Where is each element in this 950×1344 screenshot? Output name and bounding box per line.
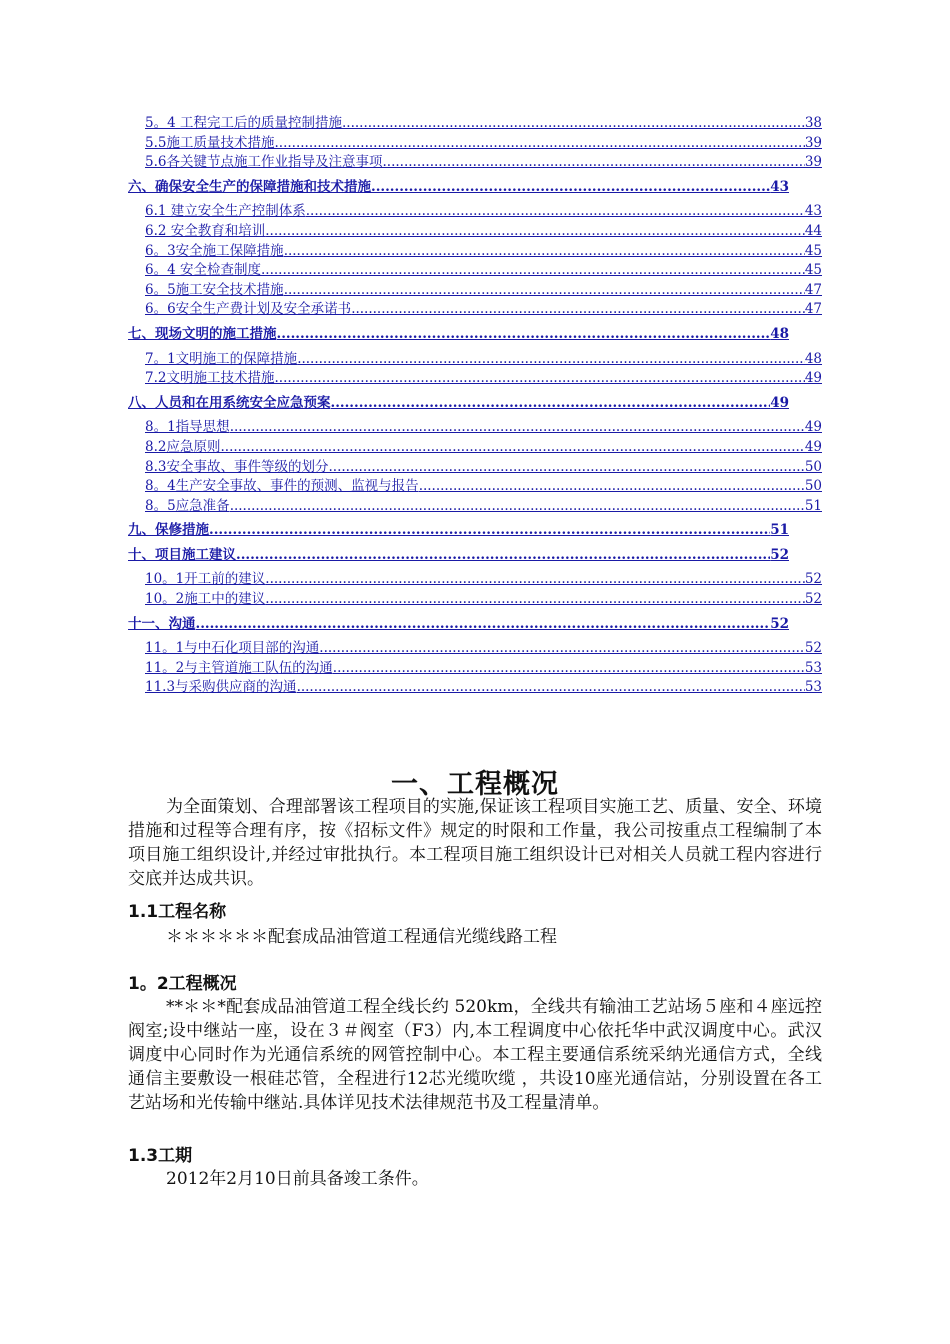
toc-page-number: 52 — [770, 546, 789, 563]
toc-section-link[interactable] — [145, 477, 822, 497]
toc-chapter-link[interactable] — [128, 325, 789, 345]
toc-dot-leader — [230, 418, 805, 438]
chapter-title: 一、工程概况 — [391, 769, 559, 801]
toc-entry-title: 7.2文明施工技术措施 — [145, 370, 275, 387]
toc-page-number: 39 — [804, 154, 822, 171]
toc-entry-title: 6。4 安全检查制度 — [145, 262, 261, 279]
toc-dot-leader — [230, 497, 805, 517]
toc-page-number: 50 — [804, 458, 822, 475]
toc-entry-title: 十一、沟通 — [128, 615, 196, 632]
section-heading-project-name: 1.1工程名称 — [128, 902, 227, 922]
toc-page-number: 43 — [804, 203, 822, 220]
toc-page-number: 51 — [804, 497, 822, 514]
toc-dot-leader — [220, 438, 804, 458]
toc-section-link[interactable] — [145, 134, 822, 154]
toc-page-number: 45 — [804, 262, 822, 279]
toc-page-number: 48 — [804, 350, 822, 367]
toc-entry-title: 8。5应急准备 — [145, 497, 230, 514]
toc-dot-leader — [265, 570, 805, 590]
toc-entry-title: 六、确保安全生产的保障措施和技术措施 — [128, 178, 371, 195]
section-heading-overview: 1。2工程概况 — [128, 974, 237, 994]
toc-dot-leader — [277, 325, 771, 345]
toc-chapter-link[interactable] — [128, 546, 789, 566]
toc-section-link[interactable] — [145, 242, 822, 262]
toc-page-number: 51 — [770, 522, 789, 539]
toc-entry-title: 8.3安全事故、事件等级的划分 — [145, 458, 329, 475]
toc-page-number: 48 — [770, 325, 789, 342]
toc-section-link[interactable] — [145, 202, 822, 222]
toc-dot-leader — [419, 477, 805, 497]
toc-dot-leader — [274, 369, 804, 389]
toc-dot-leader — [284, 242, 805, 262]
toc-section-link[interactable] — [145, 418, 822, 438]
toc-dot-leader — [371, 178, 770, 198]
toc-entry-title: 11。1与中石化项目部的沟通 — [145, 640, 320, 657]
toc-entry-title: 11。2与主管道施工队伍的沟通 — [145, 659, 333, 676]
toc-dot-leader — [297, 678, 805, 698]
toc-chapter-link[interactable] — [128, 394, 789, 414]
toc-entry-title: 10。2施工中的建议 — [145, 591, 266, 608]
toc-chapter-link[interactable] — [128, 615, 789, 635]
toc-section-link[interactable] — [145, 659, 822, 679]
toc-section-link[interactable] — [145, 261, 822, 281]
toc-section-link[interactable] — [145, 281, 822, 301]
section-heading-schedule: 1.3工期 — [128, 1146, 193, 1166]
toc-page-number: 50 — [804, 478, 822, 495]
toc-entry-title: 九、保修措施 — [128, 522, 209, 539]
toc-page-number: 52 — [770, 615, 789, 632]
toc-dot-leader — [265, 590, 805, 610]
toc-dot-leader — [236, 546, 770, 566]
toc-page-number: 49 — [770, 394, 789, 411]
toc-section-link[interactable] — [145, 570, 822, 590]
toc-page-number: 49 — [804, 370, 822, 387]
toc-section-link[interactable] — [145, 350, 822, 370]
toc-dot-leader — [196, 615, 771, 635]
toc-dot-leader — [333, 659, 805, 679]
toc-page-number: 43 — [770, 178, 789, 195]
toc-section-link[interactable] — [145, 300, 822, 320]
toc-page-number: 53 — [804, 679, 822, 696]
toc-page-number: 52 — [804, 640, 822, 657]
toc-dot-leader — [274, 134, 804, 154]
table-of-contents — [128, 114, 828, 698]
toc-entry-title: 8.2应急原则 — [145, 438, 221, 455]
toc-dot-leader — [382, 153, 804, 173]
toc-page-number: 49 — [804, 438, 822, 455]
toc-entry-title: 6。6安全生产费计划及安全承诺书 — [145, 301, 352, 318]
toc-entry-title: 6.1 建立安全生产控制体系 — [145, 203, 306, 220]
toc-dot-leader — [209, 521, 770, 541]
toc-page-number: 47 — [804, 301, 822, 318]
toc-entry-title: 十、项目施工建议 — [128, 546, 236, 563]
toc-dot-leader — [328, 458, 804, 478]
toc-dot-leader — [261, 261, 805, 281]
toc-page-number: 52 — [804, 571, 822, 588]
toc-entry-title: 八、人员和在用系统安全应急预案 — [128, 394, 331, 411]
toc-page-number: 44 — [804, 222, 822, 239]
toc-entry-title: 6.2 安全教育和培训 — [145, 222, 266, 239]
toc-section-link[interactable] — [145, 438, 822, 458]
toc-entry-title: 七、现场文明的施工措施 — [128, 325, 277, 342]
toc-entry-title: 6。3安全施工保障措施 — [145, 242, 284, 259]
toc-section-link[interactable] — [145, 678, 822, 698]
toc-entry-title: 5.6各关键节点施工作业指导及注意事项 — [145, 154, 383, 171]
toc-section-link[interactable] — [145, 639, 822, 659]
toc-dot-leader — [319, 639, 805, 659]
section-body-overview: **＊＊*配套成品油管道工程全线长约 520km，全线共有输油工艺站场５座和４座远控阀室;设中继站一座，设在３＃阀室（F3）内,本工程调度中心依托华中武汉调度中心。武汉调度中心同时作为光通信系统的网管控制中心。本工程主要通信系统采纳光通信方式，全线通信主要敷设一根硅芯管，全程进行12芯光缆吹缆 ，共设10座光通信站，分别设置在各工艺站场和光传输中继站.具体详见技术法律规范书及工程量清单。 — [128, 997, 822, 1113]
toc-section-link[interactable] — [145, 114, 822, 134]
toc-section-link[interactable] — [145, 369, 822, 389]
toc-section-link[interactable] — [145, 458, 822, 478]
toc-page-number: 49 — [804, 419, 822, 436]
toc-entry-title: 7。1文明施工的保障措施 — [145, 350, 298, 367]
toc-chapter-link[interactable] — [128, 178, 789, 198]
toc-page-number: 53 — [804, 659, 822, 676]
toc-dot-leader — [351, 300, 805, 320]
toc-section-link[interactable] — [145, 222, 822, 242]
toc-page-number: 52 — [804, 591, 822, 608]
toc-page-number: 38 — [804, 115, 822, 131]
toc-chapter-link[interactable] — [128, 521, 789, 541]
toc-entry-title: 8。1指导思想 — [145, 419, 230, 436]
toc-page-number: 45 — [804, 242, 822, 259]
toc-entry-title: 6。5施工安全技术措施 — [145, 281, 284, 298]
toc-entry-title: 8。4生产安全事故、事件的预测、监视与报告 — [145, 478, 419, 495]
toc-page-number: 47 — [804, 281, 822, 298]
toc-section-link[interactable] — [145, 153, 822, 173]
toc-dot-leader — [306, 202, 805, 222]
section-body-project-name: ＊＊＊＊＊＊配套成品油管道工程通信光缆线路工程 — [166, 927, 557, 947]
toc-dot-leader — [284, 281, 805, 301]
toc-dot-leader — [342, 114, 805, 134]
section-body-schedule: 2012年2月10日前具备竣工条件。 — [166, 1169, 429, 1189]
toc-entry-title: 10。1开工前的建议 — [145, 571, 266, 588]
toc-entry-title: 5。4 工程完工后的质量控制措施 — [145, 115, 342, 131]
toc-entry-title: 11.3与采购供应商的沟通 — [145, 679, 297, 696]
toc-dot-leader — [297, 350, 805, 370]
toc-dot-leader — [265, 222, 805, 242]
toc-section-link[interactable] — [145, 590, 822, 610]
toc-entry-title: 5.5施工质量技术措施 — [145, 134, 275, 151]
toc-dot-leader — [331, 394, 771, 414]
toc-section-link[interactable] — [145, 497, 822, 517]
intro-paragraph: 为全面策划、合理部署该工程项目的实施,保证该工程项目实施工艺、质量、安全、环境措施和过程等合理有序，按《招标文件》规定的时限和工作量，我公司按重点工程编制了本项目施工组织设计,并经过审批执行。本工程项目施工组织设计已对相关人员就工程内容进行交底并达成共识。 — [128, 797, 822, 889]
toc-page-number: 39 — [804, 134, 822, 151]
